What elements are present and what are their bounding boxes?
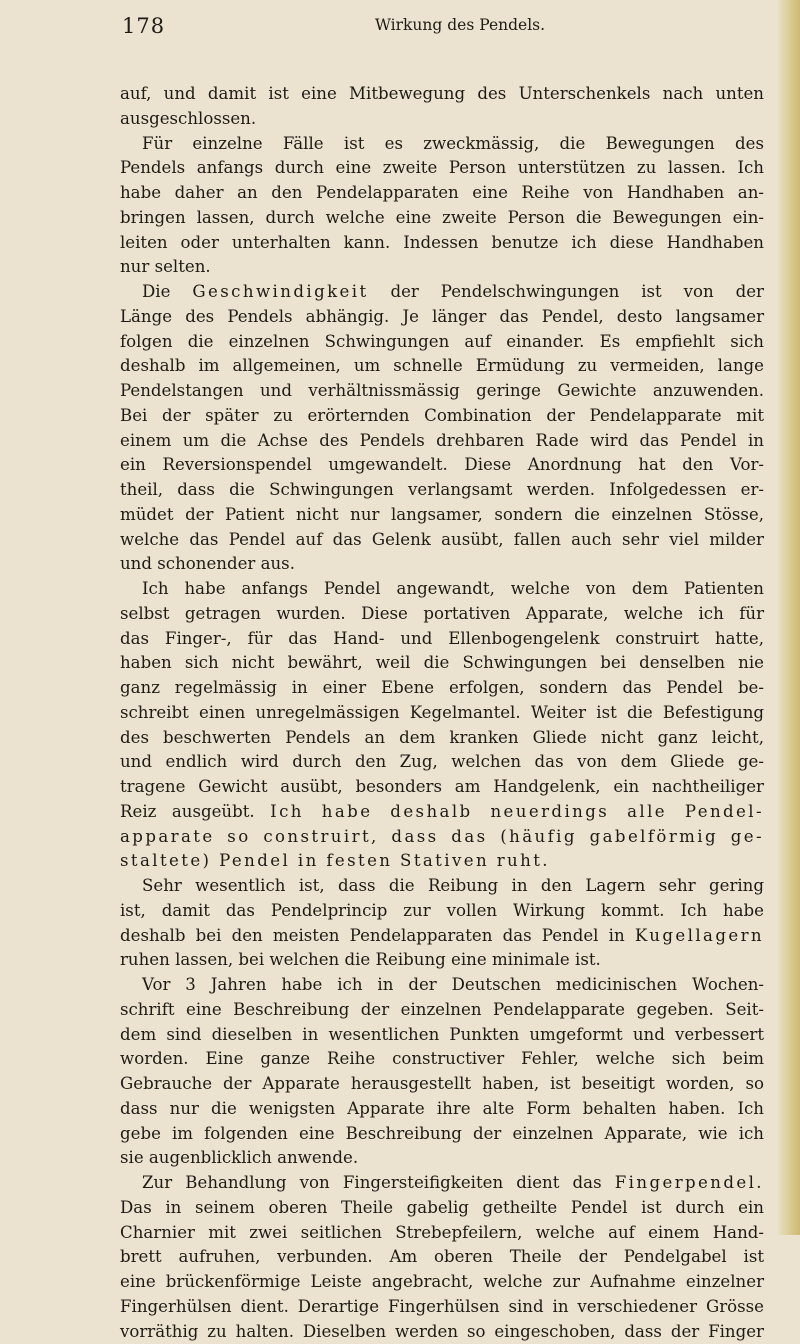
running-title: Wirkung des Pendels. <box>375 16 545 34</box>
line-lead: Reiz ausgeübt. <box>120 802 255 821</box>
text-line: tragene Gewicht ausübt, besonders am Handgelenk, ein nachtheiliger <box>120 775 764 800</box>
page-header <box>122 14 762 44</box>
text-line: dass nur die wenigsten Apparate ihre alte Form behalten haben. Ich <box>120 1097 764 1122</box>
text-line: deshalb im allgemeinen, um schnelle Ermüdung zu vermeiden, lange <box>120 354 764 379</box>
text-line: Ich habe anfangs Pendel angewandt, welche von dem Patienten <box>120 577 764 602</box>
emphasis-kugellagern: Kugellagern <box>635 926 764 945</box>
text-line: einem um die Achse des Pendels drehbaren Rade wird das Pendel in <box>120 429 764 454</box>
text-line: und endlich wird durch den Zug, welchen das von dem Gliede ge- <box>120 750 764 775</box>
text-line: Bei der später zu erörternden Combination der Pendelapparate mit <box>120 404 764 429</box>
paragraph-start: Die <box>142 282 192 301</box>
text-line: bringen lassen, durch welche eine zweite Person die Bewegungen ein- <box>120 206 764 231</box>
text-line: selbst getragen wurden. Diese portativen Apparate, welche ich für <box>120 602 764 627</box>
text-line: schreibt einen unregelmässigen Kegelmantel. Weiter ist die Befestigung <box>120 701 764 726</box>
text-line: gebe im folgenden eine Beschreibung der einzelnen Apparate, wie ich <box>120 1122 764 1147</box>
text-line: des beschwerten Pendels an dem kranken Gliede nicht ganz leicht, <box>120 726 764 751</box>
text-line: Länge des Pendels abhängig. Je länger das Pendel, desto langsamer <box>120 305 764 330</box>
text-line: ausgeschlossen. <box>120 107 764 132</box>
text-line: eine brückenförmige Leiste angebracht, welche zur Aufnahme einzelner <box>120 1270 764 1295</box>
text-line: Das in seinem oberen Theile gabelig getheilte Pendel ist durch ein <box>120 1196 764 1221</box>
emphasis-geschwindigkeit: Geschwindigkeit <box>192 282 368 301</box>
body-text <box>120 82 764 1344</box>
text-line: welche das Pendel auf das Gelenk ausübt, fallen auch sehr viel milder <box>120 528 764 553</box>
text-line: Pendelstangen und verhältnissmässig geringe Gewichte anzuwenden. <box>120 379 764 404</box>
text-line: dem sind dieselben in wesentlichen Punkten umgeformt und verbessert <box>120 1023 764 1048</box>
text-line: vorräthig zu halten. Dieselben werden so eingeschoben, dass der Finger <box>120 1320 764 1344</box>
text-line: Pendels anfangs durch eine zweite Person unterstützen zu lassen. Ich <box>120 156 764 181</box>
text-line: schrift eine Beschreibung der einzelnen Pendelapparate gegeben. Seit- <box>120 998 764 1023</box>
text-line: worden. Eine ganze Reihe constructiver Fehler, welche sich beim <box>120 1047 764 1072</box>
text-line <box>120 825 764 850</box>
text-line: und schonender aus. <box>120 552 764 577</box>
text-line: das Finger-, für das Hand- und Ellenbogengelenk construirt hatte, <box>120 627 764 652</box>
text-line: ein Reversionspendel umgewandelt. Diese Anordnung hat den Vor- <box>120 453 764 478</box>
text-line: Zur Behandlung von Fingersteifigkeiten dient das Fingerpendel. <box>120 1171 764 1196</box>
text-line: Sehr wesentlich ist, dass die Reibung in den Lagern sehr gering <box>120 874 764 899</box>
text-line <box>120 800 764 825</box>
emphasis-spaced: staltete) Pendel in festen Stativen ruht. <box>120 851 550 870</box>
text-line: ist, damit das Pendelprincip zur vollen Wirkung kommt. Ich habe <box>120 899 764 924</box>
text-line: folgen die einzelnen Schwingungen auf einander. Es empfiehlt sich <box>120 330 764 355</box>
emphasis-fingerpendel: Fingerpendel. <box>615 1173 764 1192</box>
text-line <box>120 849 764 874</box>
text-line: leiten oder unterhalten kann. Indessen benutze ich diese Handhaben <box>120 231 764 256</box>
text-line: brett aufruhen, verbunden. Am oberen Theile der Pendelgabel ist <box>120 1245 764 1270</box>
emphasis-spaced: Ich habe deshalb neuerdings alle Pendel- <box>270 802 764 821</box>
text-line: sie augenblicklich anwende. <box>120 1146 764 1171</box>
text-line: Für einzelne Fälle ist es zweckmässig, die Bewegungen des <box>120 132 764 157</box>
text-line: Gebrauche der Apparate herausgestellt haben, ist beseitigt worden, so <box>120 1072 764 1097</box>
text-line: Vor 3 Jahren habe ich in der Deutschen medicinischen Wochen- <box>120 973 764 998</box>
emphasis-spaced: apparate so construirt, dass das (häufig gabelförmig ge- <box>120 827 764 846</box>
text-line: müdet der Patient nicht nur langsamer, sondern die einzelnen Stösse, <box>120 503 764 528</box>
text-line: deshalb bei den meisten Pendelapparaten das Pendel in Kugellagern <box>120 924 764 949</box>
text-line: ruhen lassen, bei welchen die Reibung eine minimale ist. <box>120 948 764 973</box>
text-line: nur selten. <box>120 255 764 280</box>
text-line: Die Geschwindigkeit der Pendelschwingungen ist von der <box>120 280 764 305</box>
page-number: 178 <box>122 14 165 38</box>
text-line: Fingerhülsen dient. Derartige Fingerhülsen sind in verschiedener Grösse <box>120 1295 764 1320</box>
text-line: haben sich nicht bewährt, weil die Schwingungen bei denselben nie <box>120 651 764 676</box>
text-line: ganz regelmässig in einer Ebene erfolgen, sondern das Pendel be- <box>120 676 764 701</box>
text-line: theil, dass die Schwingungen verlangsamt werden. Infolgedessen er- <box>120 478 764 503</box>
text-line: auf, und damit ist eine Mitbewegung des Unterschenkels nach unten <box>120 82 764 107</box>
page-edge <box>778 0 800 1235</box>
text-line: habe daher an den Pendelapparaten eine Reihe von Handhaben an- <box>120 181 764 206</box>
text-line: Charnier mit zwei seitlichen Strebepfeilern, welche auf einem Hand- <box>120 1221 764 1246</box>
